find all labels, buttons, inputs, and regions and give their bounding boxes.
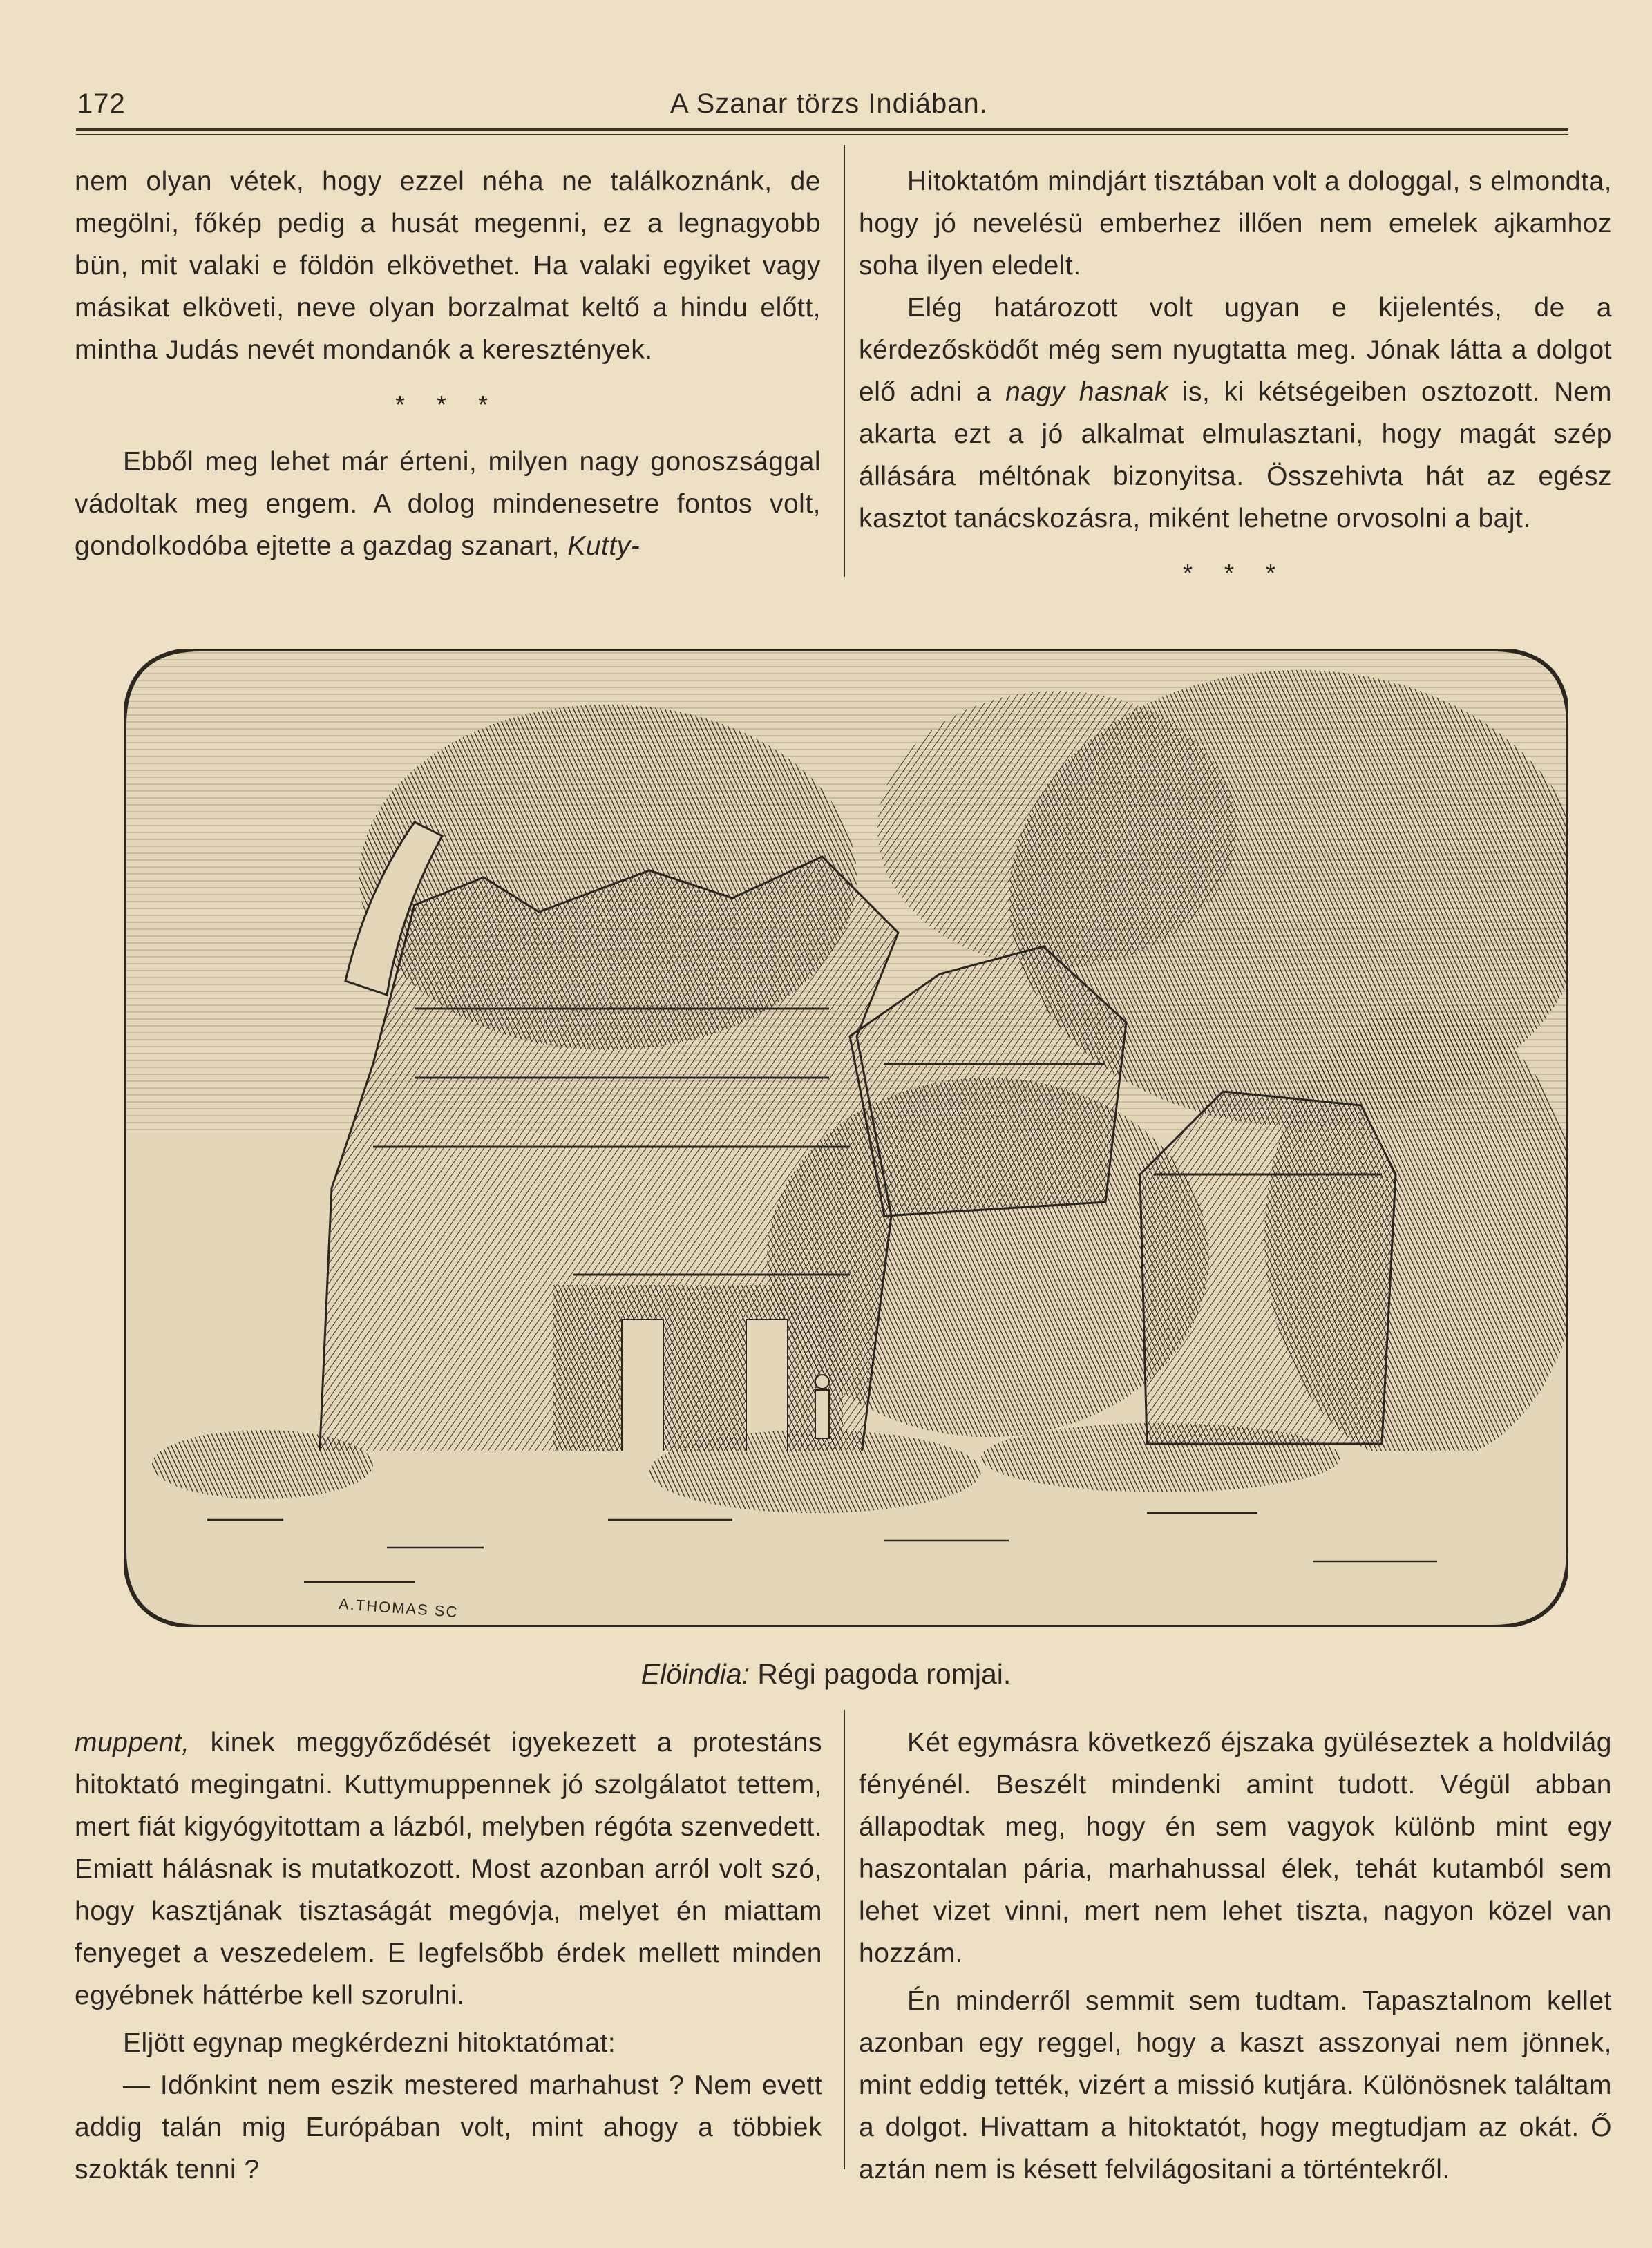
top-left-italic-tail: Kutty- [567,531,640,561]
bottom-left-column [75,1722,822,2191]
top-right-paragraph-2-b: is, ki kétségeiben osztozott. Nem akarta ezt a jó alkalmat elmulasztani, hogy magát szép állására méltónak bizonyitsa. Összehivta hát az egész kasztot tanácskozásra, miként lehetne orvosolni a bajt. [859,377,1612,533]
engraver-signature: A.THOMAS SC [338,1594,459,1621]
top-right-column [859,160,1612,609]
bottom-left-paragraph-1 [75,1722,822,2017]
top-column-divider [844,145,845,577]
running-title: A Szanar törzs Indiában. [670,88,988,119]
caption-place: Elöindia: [640,1658,750,1690]
figure-caption [0,1658,1652,1690]
page-number: 172 [77,88,126,119]
bottom-right-column [859,1722,1612,2191]
top-right-paragraph-2-a: Elég határozott volt ugyan e kijelentés, de a kérdezősködőt még sem nyugtatta meg. Jónak látta a dolgot elő adni a [859,293,1612,407]
bottom-right-paragraph-2: Én minderről semmit sem tudtam. Tapasztalnom kellet azonban egy reggel, hogy a kaszt asszonyai nem jönnek, mint eddig tették, vizért a missió kutjára. Különösnek találtam a dolgot. Hivattam a hitoktatót, hogy megtudjam az okát. Ő aztán nem is késett felvilágositani a történtekről. [859,1986,1612,2184]
standing-figure [815,1375,829,1438]
bottom-left-paragraph-3: — Időnkint nem eszik mestered marhahust ? Nem evett addig talán mig Európában volt, mint ahogy a többiek szokták tenni ? [75,2070,822,2184]
bottom-column-divider [844,1710,845,2169]
caption-text: Régi pagoda romjai. [749,1658,1012,1690]
top-right-italic: nagy hasnak [1005,377,1168,407]
top-right-paragraph-2 [859,287,1612,540]
header-rule [76,128,1568,131]
section-separator: * * * [395,390,501,419]
bottom-right-paragraph-1: Két egymásra következő éjszaka gyüléseztek a holdvilág fényénél. Beszélt mindenki amint tudott. Végül abban állapodtak meg, hogy én sem vagyok különb mint egy haszontalan pária, marhahussal élek, tehát kutamból sem lehet vizet vinni, mert nem lehet tiszta, nagyon közel van hozzám. [859,1728,1612,1968]
bottom-left-paragraph-1-text: kinek meggyőződését igyekezett a protestáns hitoktató megingatni. Kuttymuppennek jó szolgálatot tettem, mert fiát kigyógyitottam a lázból, melyben régóta szenvedett. Emiatt hálásnak is mutatkozott. Most azonban arról volt szó, hogy kasztjának tisztaságát megóvja, melyet én miattam fenyeget a veszedelem. E legfelsőbb érdek mellett minden egyébnek háttérbe kell szorulni. [75,1728,822,2010]
bottom-left-italic-head: muppent, [75,1728,190,1758]
top-left-column [75,160,821,567]
top-right-paragraph-1: Hitoktatóm mindjárt tisztában volt a dologgal, s elmondta, hogy jó nevelésü emberhez illően nem emelek ajkamhoz soha ilyen eledelt. [859,166,1612,280]
header-rule-second [76,134,1568,135]
bottom-left-paragraph-2: Eljött egynap megkérdezni hitoktatómat: [123,2028,616,2058]
section-separator-right: * * * [1182,559,1289,587]
top-left-paragraph-2 [75,441,821,567]
top-left-paragraph-2-text: Ebből meg lehet már érteni, milyen nagy gonoszsággal vádoltak meg engem. A dolog mindenesetre fontos volt, gondolkodóba ejtette a gazdag szanart, [75,447,821,561]
pagoda-engraving [124,649,1568,1627]
top-left-paragraph-1: nem olyan vétek, hogy ezzel néha ne találkoznánk, de megölni, főkép pedig a husát megenni, ez a legnagyobb bün, mit valaki e földön elkövethet. Ha valaki egyiket vagy másikat elköveti, neve olyan borzalmat keltő a hindu előtt, mintha Judás nevét mondanók a keresztények. [75,166,821,365]
